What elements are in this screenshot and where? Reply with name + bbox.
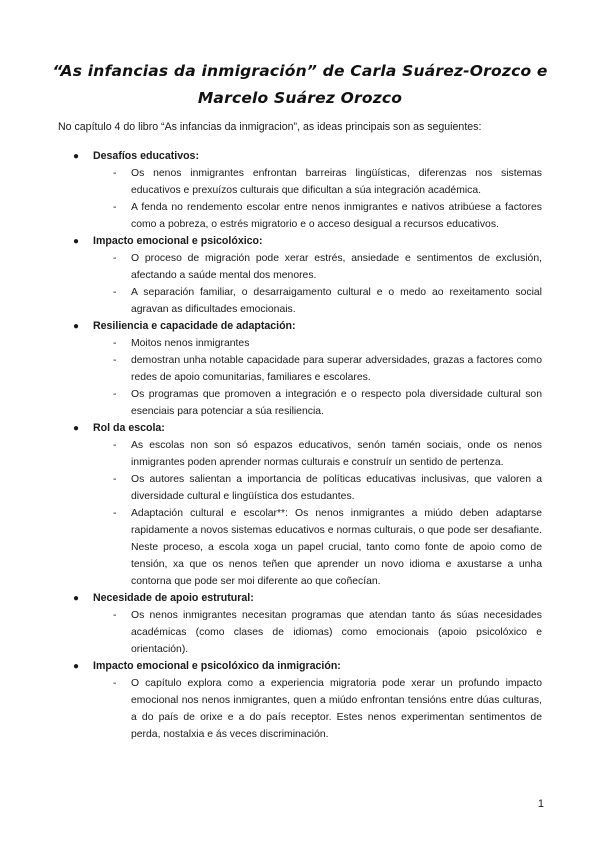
bullet-icon: ● bbox=[73, 423, 80, 434]
list-item bbox=[0, 199, 600, 233]
section-heading-text: Desafíos educativos: bbox=[93, 150, 199, 162]
bullet-icon: ● bbox=[73, 236, 80, 247]
list-item-text: O capítulo explora como a experiencia migratoria pode xerar un profundo impacto emocional nos nenos inmigrantes, quen a miúdo enfrontan tensións entre dúas culturas, a do país de orixe e a do país receptor. Estes nenos experimentan sentimentos de perda, nostalxia e ás veces discriminación. bbox=[131, 678, 542, 740]
section-heading-text: Impacto emocional e psicolóxico da inmigración: bbox=[93, 660, 341, 672]
section-heading-text: Rol da escola: bbox=[93, 422, 165, 434]
list-item-text: Adaptación cultural e escolar**: Os nenos inmigrantes a miúdo deben adaptarse rapidamente a novos sistemas educativos e normas culturais, o que pode ser desafiante. Neste proceso, a escola xoga un papel crucial, tanto como fonte de apoio como de tensión, xa que os nenos teñen que aprender un novo idioma e axustarse a unha contorna que pode ser moi diferente ao que coñecían. bbox=[131, 508, 542, 587]
dash-icon: - bbox=[113, 253, 117, 264]
list-item bbox=[0, 335, 600, 352]
section-impacto bbox=[0, 233, 600, 318]
list-item bbox=[0, 250, 600, 284]
dash-icon: - bbox=[113, 474, 117, 485]
list-item-text: Os nenos inmigrantes necesitan programas que atendan tanto ás súas necesidades académicas (como clases de idiomas) como emocionais (apoio psicolóxico e orientación). bbox=[131, 610, 542, 655]
bullet-icon: ● bbox=[73, 321, 80, 332]
section-heading bbox=[0, 233, 600, 250]
dash-icon: - bbox=[113, 168, 117, 179]
title-line-1: “As infancias da inmigración” de Carla Suárez-Orozco e bbox=[52, 62, 548, 80]
list-item-text: Os autores salientan a importancia de políticas educativas inclusivas, que valoren a diversidade cultural e lingüística dos estudantes. bbox=[131, 474, 542, 502]
bullet-icon: ● bbox=[73, 151, 80, 162]
dash-icon: - bbox=[113, 508, 117, 519]
document-title bbox=[40, 58, 560, 112]
list-item-text: O proceso de migración pode xerar estrés, ansiedade e sentimentos de exclusión, afectando a saúde mental dos menores. bbox=[131, 253, 542, 281]
list-item-text: Moitos nenos inmigrantes bbox=[131, 338, 250, 349]
list-item bbox=[0, 437, 600, 471]
intro-paragraph: No capítulo 4 do libro “As infancias da inmigracion”, as ideas principais son as seguientes: bbox=[58, 121, 482, 133]
dash-icon: - bbox=[113, 287, 117, 298]
dash-icon: - bbox=[113, 678, 117, 689]
section-heading-text: Necesidade de apoio estrutural: bbox=[93, 592, 254, 604]
list-item bbox=[0, 386, 600, 420]
dash-icon: - bbox=[113, 389, 117, 400]
page-number: 1 bbox=[537, 798, 544, 810]
list-item-text: Os nenos inmigrantes enfrontan barreiras lingüísticas, diferenzas nos sistemas educativos e prexuízos culturais que dificultan a súa integración académica. bbox=[131, 168, 542, 196]
list-item bbox=[0, 505, 600, 590]
section-impacto-inmigracion bbox=[0, 658, 600, 743]
title-line-2: Marcelo Suárez Orozco bbox=[197, 89, 403, 107]
list-item bbox=[0, 675, 600, 743]
section-rol-escola bbox=[0, 420, 600, 590]
section-apoio-estrutural bbox=[0, 590, 600, 658]
list-item bbox=[0, 165, 600, 199]
bullet-icon: ● bbox=[73, 593, 80, 604]
dash-icon: - bbox=[113, 338, 117, 349]
list-item-text: Os programas que promoven a integración e o respecto pola diversidade cultural son esenciais para potenciar a súa resiliencia. bbox=[131, 389, 542, 417]
list-item-text: As escolas non son só espazos educativos, senón tamén sociais, onde os nenos inmigrantes poden aprender normas culturais e construír un sentido de pertenza. bbox=[131, 440, 542, 468]
dash-icon: - bbox=[113, 355, 117, 366]
section-heading bbox=[0, 318, 600, 335]
bullet-icon: ● bbox=[73, 661, 80, 672]
section-heading bbox=[0, 590, 600, 607]
dash-icon: - bbox=[113, 440, 117, 451]
list-item-text: A separación familiar, o desarraigamento cultural e o medo ao rexeitamento social agravan as dificultades emocionais. bbox=[131, 287, 542, 315]
section-resiliencia bbox=[0, 318, 600, 420]
list-item bbox=[0, 352, 600, 386]
section-heading bbox=[0, 420, 600, 437]
list-item-text: demostran unha notable capacidade para superar adversidades, grazas a factores como redes de apoio comunitarias, familiares e escolares. bbox=[131, 355, 542, 383]
section-heading bbox=[0, 658, 600, 675]
section-heading-text: Impacto emocional e psicolóxico: bbox=[93, 235, 263, 247]
list-item bbox=[0, 284, 600, 318]
dash-icon: - bbox=[113, 202, 117, 213]
content-list bbox=[0, 148, 600, 743]
section-desafios bbox=[0, 148, 600, 233]
dash-icon: - bbox=[113, 610, 117, 621]
list-item-text: A fenda no rendemento escolar entre nenos inmigrantes e nativos atribúese a factores como a pobreza, o estrés migratorio e o acceso desigual a recursos educativos. bbox=[131, 202, 542, 230]
list-item bbox=[0, 607, 600, 658]
list-item bbox=[0, 471, 600, 505]
section-heading bbox=[0, 148, 600, 165]
section-heading-text: Resiliencia e capacidade de adaptación: bbox=[93, 320, 296, 332]
